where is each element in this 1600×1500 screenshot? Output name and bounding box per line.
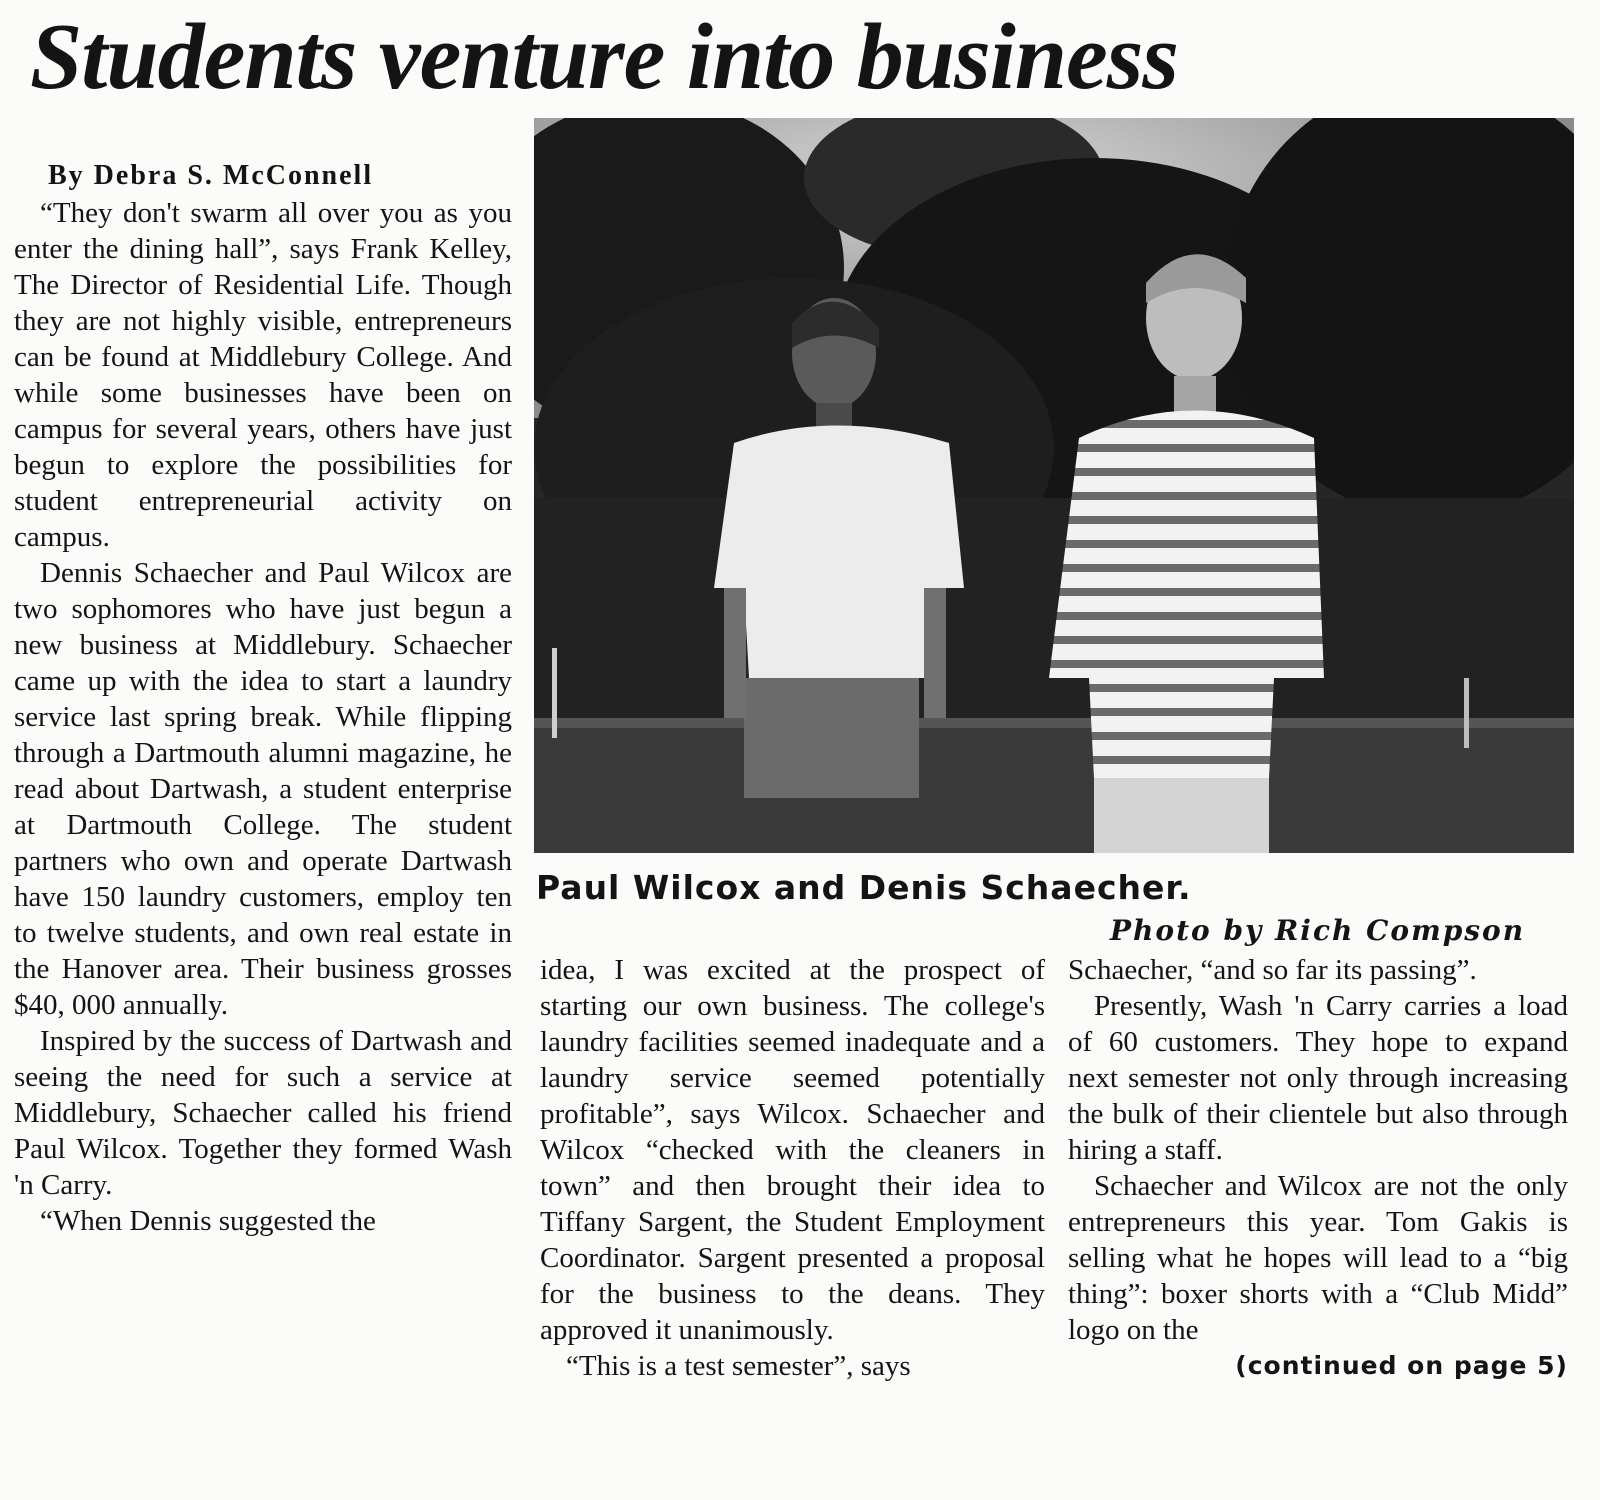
- byline: By Debra S. McConnell: [48, 160, 374, 191]
- headline: Students venture into business: [30, 5, 1178, 109]
- paragraph: Schaecher and Wilcox are not the only entrepreneurs this year. Tom Gakis is selling what he hopes will lead to a “big thing”: boxer shorts with a “Club Midd” logo on the: [1068, 1170, 1568, 1346]
- paragraph: Schaecher, “and so far its passing”.: [1068, 954, 1477, 986]
- article-photo: [534, 118, 1574, 853]
- paragraph: “When Dennis suggested the: [40, 1205, 376, 1237]
- continued-notice: (continued on page 5): [1235, 1351, 1568, 1380]
- paragraph: “They don't swarm all over you as you enter the dining hall”, says Frank Kelley, The Director of Residential Life. Though they are not highly visible, entrepreneurs can be found at Middlebury College. And while some businesses have been on campus for several years, others have just begun to explore the possibilities for student entrepreneurial activity on campus.: [14, 197, 512, 553]
- paragraph: Dennis Schaecher and Paul Wilcox are two sophomores who have just begun a new business at Middlebury. Schaecher came up with the idea to start a laundry service last spring break. While flipping through a Dartmouth alumni magazine, he read about Dartwash, a student enterprise at Dartmouth College. The student partners who own and operate Dartwash have 150 laundry customers, employ ten to twelve students, and own real estate in the Hanover area. Their business grosses $40, 000 annually.: [14, 557, 512, 1021]
- photo-credit: Photo by Rich Compson: [1110, 914, 1526, 947]
- article-column-2: [540, 952, 1045, 1384]
- article-column-1: [14, 157, 512, 1239]
- paragraph: Presently, Wash 'n Carry carries a load of 60 customers. They hope to expand next semester not only through increasing the bulk of their clientele but also through hiring a staff.: [1068, 990, 1568, 1166]
- article-column-3: [1068, 952, 1568, 1384]
- paragraph: Inspired by the success of Dartwash and seeing the need for such a service at Middlebury, Schaecher called his friend Paul Wilcox. Together they formed Wash 'n Carry.: [14, 1025, 512, 1201]
- paragraph: idea, I was excited at the prospect of starting our own business. The college's laundry facilities seemed inadequate and a laundry service seemed potentially profitable”, says Wilcox. Schaecher and Wilcox “checked with the cleaners in town” and then brought their idea to Tiffany Sargent, the Student Employment Coordinator. Sargent presented a proposal for the business to the deans. They approved it unanimously.: [540, 954, 1045, 1346]
- photo-caption: Paul Wilcox and Denis Schaecher.: [536, 868, 1192, 907]
- photo-illustration: [534, 118, 1574, 853]
- paragraph: “This is a test semester”, says: [566, 1350, 911, 1382]
